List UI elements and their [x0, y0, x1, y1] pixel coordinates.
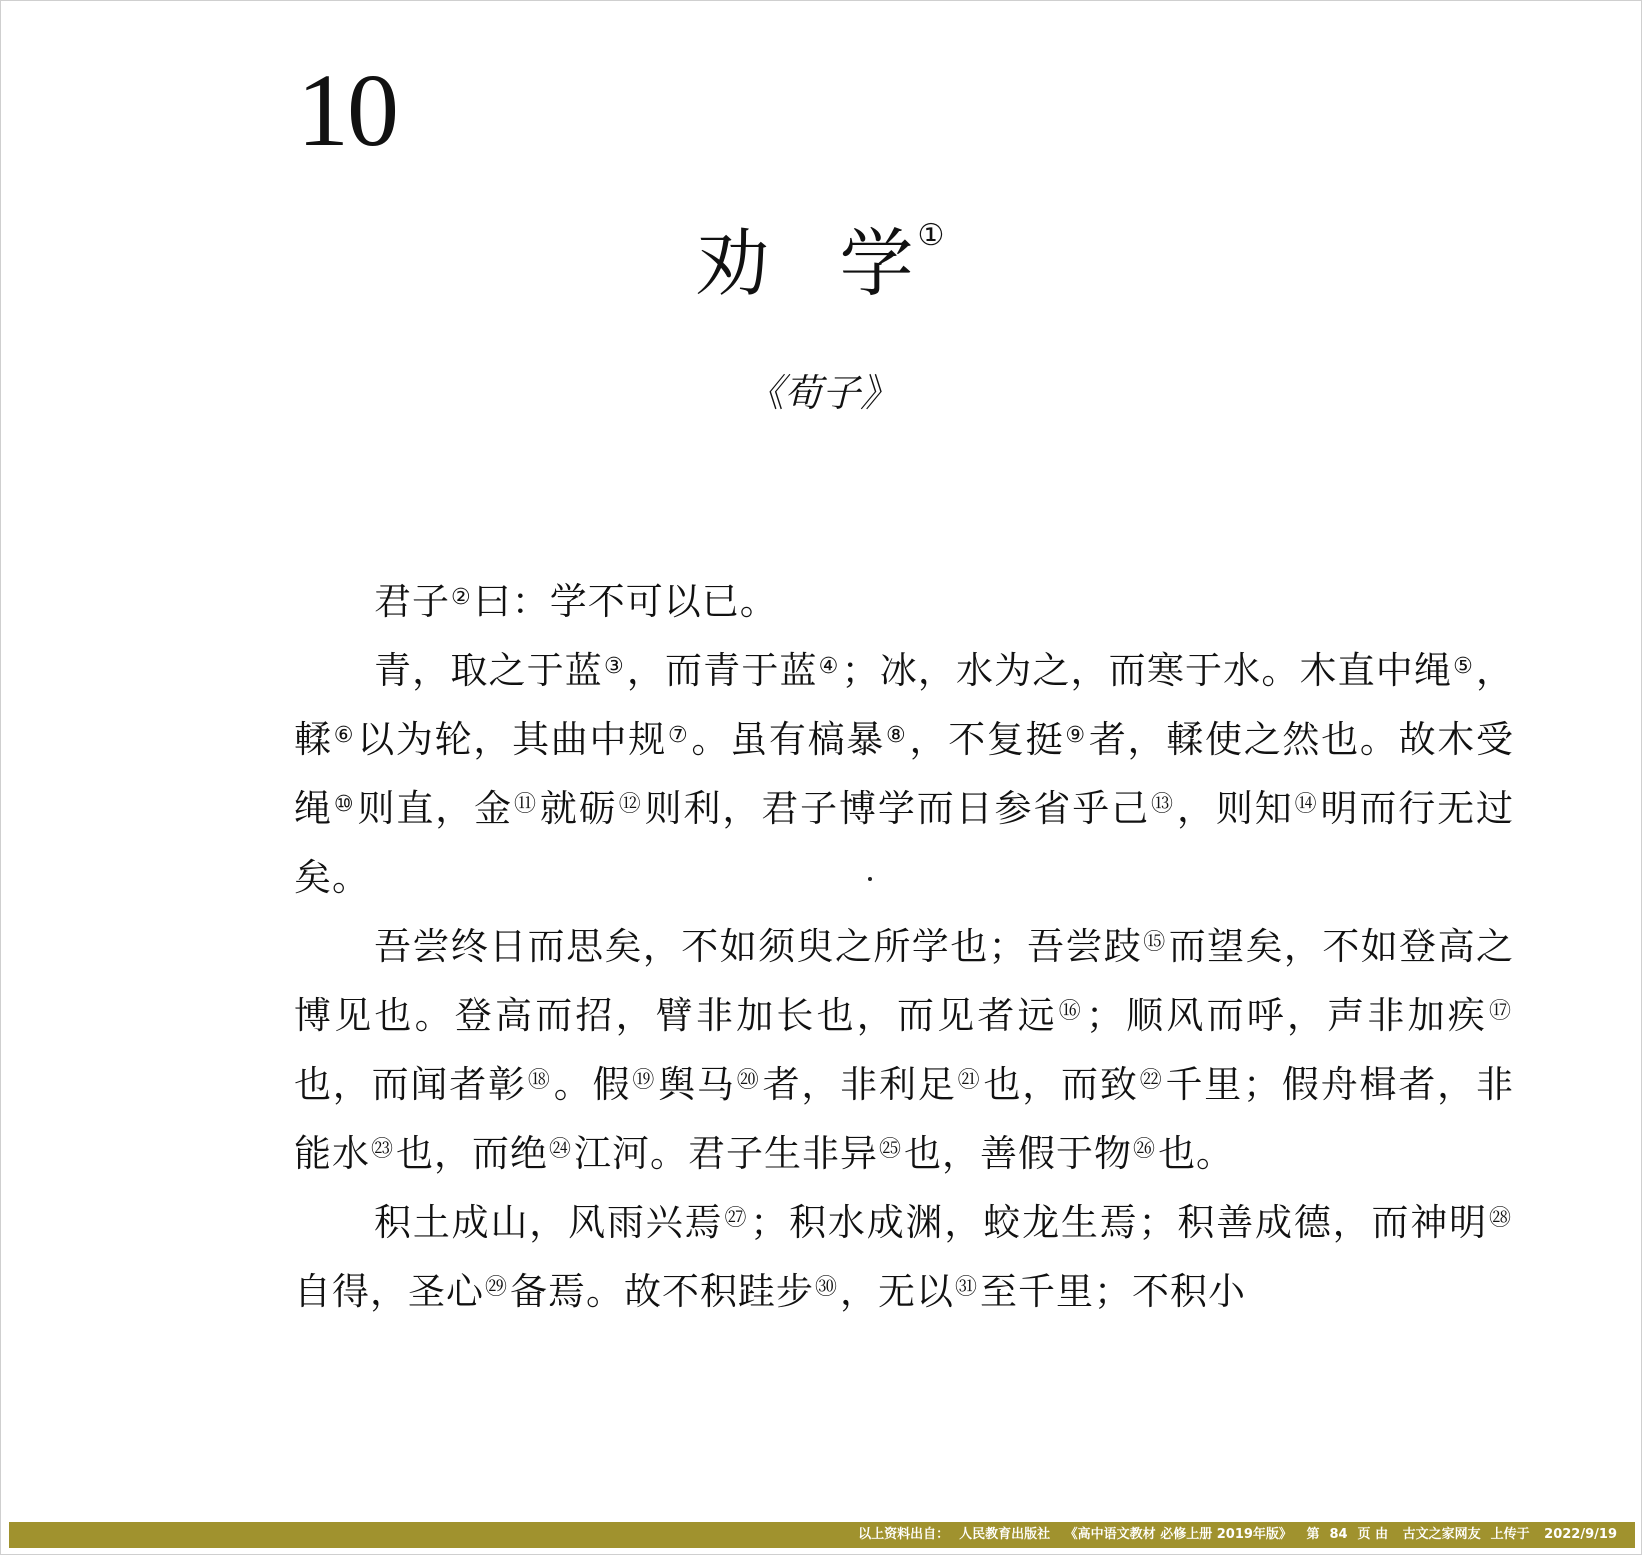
text-run: 也，而闻者彰: [294, 1063, 527, 1106]
text-run: 千里；假舟楫者，非能水: [294, 1063, 1514, 1175]
footnote-marker[interactable]: ⑦: [667, 723, 690, 748]
article-body: [294, 567, 1514, 1326]
footnote-marker[interactable]: ⑬: [1151, 792, 1175, 817]
title-text: [695, 218, 945, 307]
text-run: ；冰，水为之，而寒于水。木直中绳: [841, 649, 1453, 692]
text-run: 以为轮，其曲中规: [357, 718, 667, 761]
footnote-marker[interactable]: ⑰: [1488, 999, 1512, 1024]
text-run: 也。: [1158, 1132, 1235, 1175]
text-run: ，无以: [840, 1270, 955, 1313]
footnote-marker[interactable]: ㉕: [879, 1137, 903, 1162]
footnote-marker[interactable]: ㉙: [485, 1275, 509, 1300]
text-run: 明而行无过矣。: [294, 787, 1515, 899]
footnote-marker[interactable]: ㉖: [1133, 1137, 1157, 1162]
footnote-marker[interactable]: ⑮: [1143, 930, 1167, 955]
footnote-marker[interactable]: ②: [451, 585, 472, 610]
text-run: ；积水成渊，蛟龙生焉；积善成德，而神明: [750, 1201, 1488, 1244]
text-run: ，輮: [294, 649, 1515, 761]
footer-date: 2022/9/19: [1544, 1527, 1617, 1542]
footnote-marker[interactable]: ㉑: [957, 1068, 982, 1093]
source-text: 《荀子》: [745, 371, 898, 415]
footnote-marker[interactable]: ㉒: [1139, 1068, 1164, 1093]
source-footer-bar: [9, 1522, 1635, 1548]
footnote-marker[interactable]: ⑯: [1058, 999, 1084, 1024]
footnote-marker[interactable]: ⑫: [618, 792, 643, 817]
footnote-marker[interactable]: ㉓: [371, 1137, 395, 1162]
paragraph: [294, 1188, 1514, 1326]
title-char-2: 学: [839, 221, 914, 307]
footnote-marker[interactable]: ③: [603, 654, 625, 679]
footnote-marker[interactable]: ⑤: [1453, 654, 1475, 679]
footnote-marker[interactable]: ⑧: [886, 723, 908, 748]
paragraph: [294, 567, 1514, 636]
text-run: 则直，金: [357, 787, 514, 830]
footnote-marker[interactable]: ⑱: [527, 1068, 552, 1093]
footnote-marker[interactable]: ㉔: [549, 1137, 573, 1162]
footer-page-number: 84: [1329, 1527, 1348, 1542]
text-run: 者，輮使之然也。故木受绳: [294, 718, 1515, 830]
text-run: 至千里；不积小: [980, 1270, 1247, 1313]
title-footnote-marker[interactable]: ①: [917, 218, 945, 253]
footnote-marker[interactable]: ㉚: [815, 1275, 839, 1300]
stray-ink-dot: [868, 877, 872, 881]
footnote-marker[interactable]: ⑩: [333, 792, 356, 817]
footer-source-label: 以上资料出自：: [858, 1527, 950, 1542]
paragraph: [294, 636, 1514, 912]
text-run: 者，非利足: [762, 1063, 957, 1106]
footnote-marker[interactable]: ㉘: [1488, 1206, 1512, 1231]
text-run: 积土成山，风雨兴焉: [374, 1201, 724, 1244]
text-run: 。虽有槁暴: [691, 718, 886, 761]
text-run: ，而青于蓝: [626, 649, 818, 692]
text-run: 吾尝终日而思矣，不如须臾之所学也；吾尝跂: [374, 925, 1143, 968]
footnote-marker[interactable]: ㉗: [724, 1206, 749, 1231]
text-run: ；顺风而呼，声非加疾: [1085, 994, 1488, 1037]
text-run: 则利，君子博学而日参省乎己: [644, 787, 1151, 830]
text-run: ，则知: [1176, 787, 1294, 830]
footnote-marker[interactable]: ⑲: [632, 1068, 657, 1093]
text-run: 就砺: [539, 787, 618, 830]
footer-uploader: 古文之家网友: [1402, 1527, 1481, 1542]
footnote-marker[interactable]: ⑨: [1065, 723, 1087, 748]
text-run: 江河。君子生非异: [574, 1132, 879, 1175]
text-run: 曰：学不可以已。: [473, 580, 778, 623]
footnote-marker[interactable]: ⑪: [514, 792, 538, 817]
footer-book-title: 《高中语文教材 必修上册 2019年版》: [1064, 1527, 1292, 1542]
text-run: 也，而绝: [396, 1132, 549, 1175]
source-attribution: [1, 371, 1642, 415]
lesson-number: 10: [297, 53, 397, 168]
text-run: 也，而致: [983, 1063, 1139, 1106]
text-run: 备焉。故不积跬步: [510, 1270, 815, 1313]
page-title: [1, 218, 1642, 307]
footnote-marker[interactable]: ⑥: [333, 723, 356, 748]
footer-page-prefix: 第: [1306, 1527, 1320, 1542]
text-run: 自得，圣心: [294, 1270, 484, 1313]
footnote-marker[interactable]: ⑭: [1294, 792, 1319, 817]
text-run: 也，善假于物: [904, 1132, 1133, 1175]
text-run: ，不复挺: [909, 718, 1065, 761]
paragraph: [294, 912, 1514, 1188]
footer-page-suffix: 页 由: [1357, 1527, 1389, 1542]
footer-publisher: 人民教育出版社: [959, 1527, 1051, 1542]
text-run: 君子: [374, 580, 450, 623]
footnote-marker[interactable]: ④: [818, 654, 840, 679]
footnote-marker[interactable]: ⑳: [736, 1068, 761, 1093]
text-run: 青，取之于蓝: [374, 649, 603, 692]
title-char-1: 劝: [695, 221, 770, 307]
text-run: 而望矣，不如登高之博见也。登高而招，臂非加长也，而见者远: [294, 925, 1514, 1037]
text-run: 。假: [553, 1063, 632, 1106]
text-run: 舆马: [658, 1063, 736, 1106]
footer-upload-label: 上传于: [1490, 1527, 1530, 1542]
footnote-marker[interactable]: ㉛: [955, 1275, 979, 1300]
